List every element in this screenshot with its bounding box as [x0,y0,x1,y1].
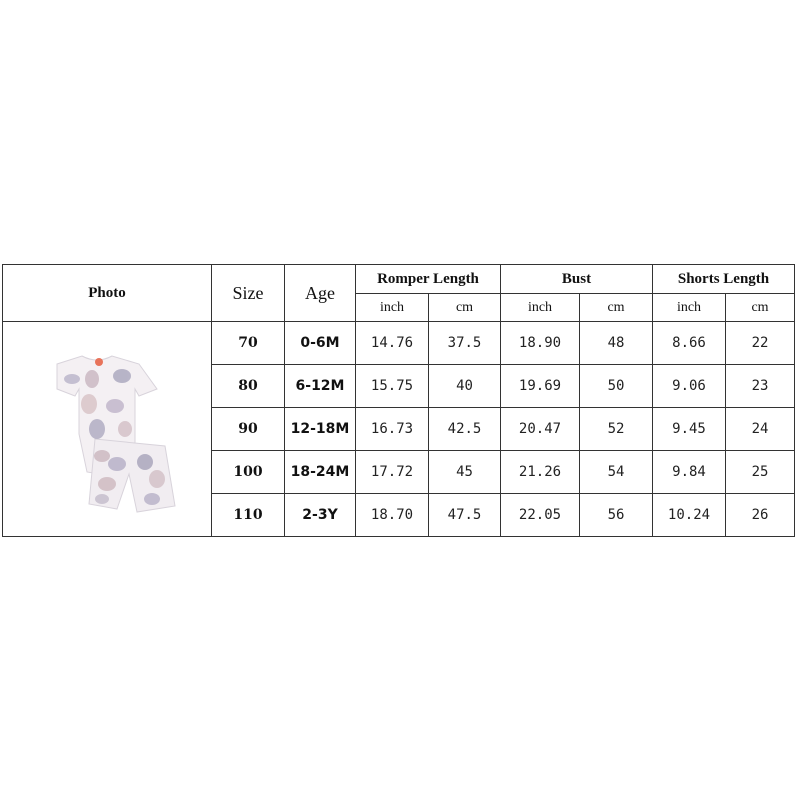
romper-inch-value: 15.75 [356,365,429,408]
bust-cm-value: 56 [580,494,653,537]
shorts-cm-value: 25 [726,451,795,494]
header-unit-cm: cm [726,294,795,322]
romper-inch-value: 18.70 [356,494,429,537]
table-row [3,322,795,365]
header-shorts-length: Shorts Length [653,265,795,294]
shorts-inch-value: 9.06 [653,365,726,408]
size-value: 100 [212,451,285,494]
romper-inch-value: 17.72 [356,451,429,494]
shorts-cm-value: 24 [726,408,795,451]
bust-cm-value: 54 [580,451,653,494]
age-value: 2-3Y [285,494,356,537]
shorts-cm-value: 26 [726,494,795,537]
bust-inch-value: 21.26 [501,451,580,494]
size-value: 80 [212,365,285,408]
bunny-outfit-image-icon [17,334,197,524]
header-unit-cm: cm [429,294,501,322]
header-unit-inch: inch [501,294,580,322]
shorts-cm-value: 22 [726,322,795,365]
size-chart-table [2,264,795,537]
romper-cm-value: 47.5 [429,494,501,537]
romper-cm-value: 42.5 [429,408,501,451]
header-age: Age [285,265,356,322]
bust-cm-value: 48 [580,322,653,365]
product-photo-cell [3,322,212,537]
header-photo: Photo [3,265,212,322]
shorts-cm-value: 23 [726,365,795,408]
shorts-inch-value: 10.24 [653,494,726,537]
romper-cm-value: 37.5 [429,322,501,365]
shorts-inch-value: 9.45 [653,408,726,451]
header-bust: Bust [501,265,653,294]
bust-inch-value: 19.69 [501,365,580,408]
romper-cm-value: 45 [429,451,501,494]
romper-inch-value: 16.73 [356,408,429,451]
bust-cm-value: 52 [580,408,653,451]
size-value: 70 [212,322,285,365]
bust-inch-value: 18.90 [501,322,580,365]
romper-inch-value: 14.76 [356,322,429,365]
age-value: 18-24M [285,451,356,494]
age-value: 12-18M [285,408,356,451]
shorts-inch-value: 9.84 [653,451,726,494]
size-value: 90 [212,408,285,451]
header-unit-inch: inch [653,294,726,322]
bust-inch-value: 20.47 [501,408,580,451]
header-romper-length: Romper Length [356,265,501,294]
size-value: 110 [212,494,285,537]
bust-inch-value: 22.05 [501,494,580,537]
header-size: Size [212,265,285,322]
header-row-groups [3,265,795,294]
age-value: 6-12M [285,365,356,408]
romper-cm-value: 40 [429,365,501,408]
header-unit-cm: cm [580,294,653,322]
header-unit-inch: inch [356,294,429,322]
age-value: 0-6M [285,322,356,365]
shorts-inch-value: 8.66 [653,322,726,365]
bust-cm-value: 50 [580,365,653,408]
